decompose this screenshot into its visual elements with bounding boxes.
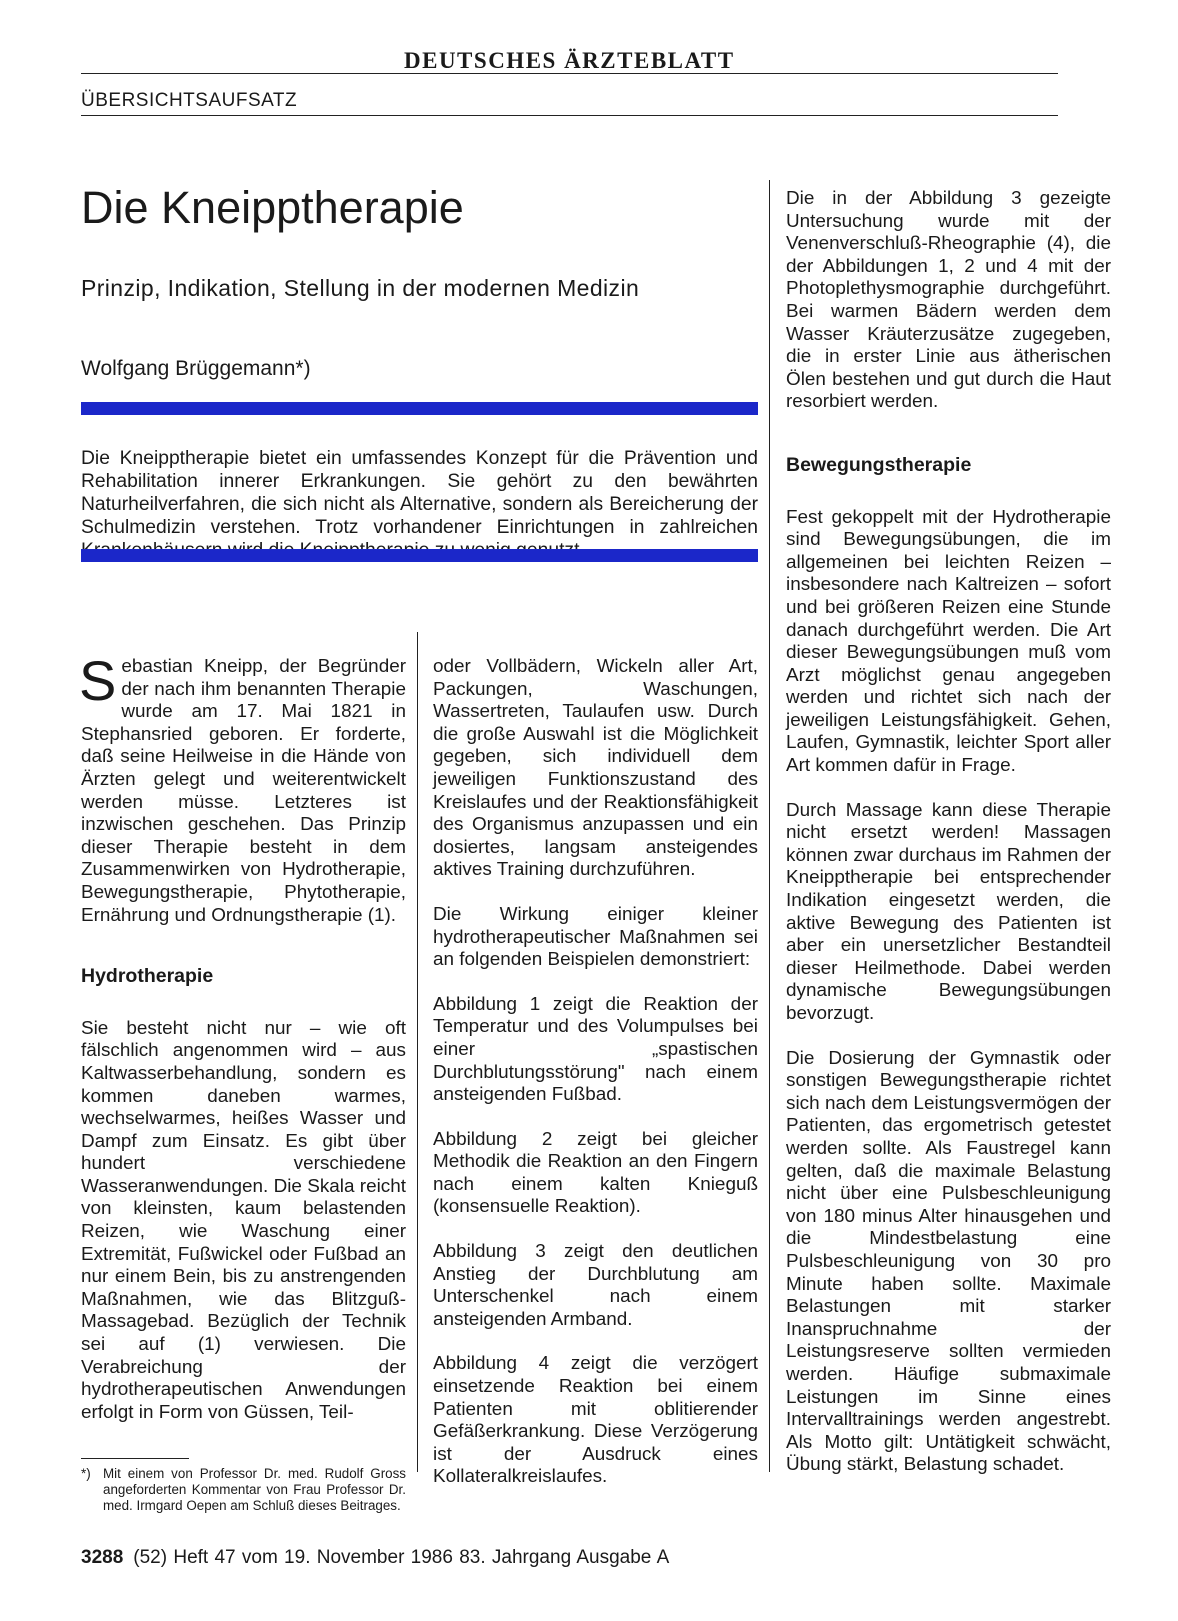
paragraph: Durch Massage kann diese Therapie nicht ersetzt werden! Massagen können zwar durchaus im Rahmen der Kneipptherapie bei entsprechender Indikation eingesetzt werden, die aktive Bewegung des Patienten ist aber ein unersetzlicher Bestandteil dieser Heilmethode. Dabei werden dynamische Bewegungsübungen bevorzugt.: [786, 799, 1111, 1024]
heading-bewegungstherapie: Bewegungstherapie: [786, 453, 972, 476]
paragraph: Die in der Abbildung 3 gezeigte Untersuchung wurde mit der Venenverschluß-Rheographie (4), die der Abbildungen 1, 2 und 4 mit der Photoplethysmographie durchgeführt. Bei warmen Bädern werden dem Wasser Kräuterzusätze zugegeben, die in erster Linie aus ätherischen Ölen bestehen und gut durch die Haut resorbiert werden.: [786, 188, 1111, 413]
paragraph-abbildung-4: Abbildung 4 zeigt die verzögert einsetzende Reaktion bei einem Patienten mit oblitierender Gefäßerkrankung. Diese Verzögerung ist der Ausdruck eines Kollateralkreislaufes.: [433, 1353, 758, 1488]
article-author: Wolfgang Brüggemann*): [81, 357, 311, 380]
footnote: [81, 1466, 406, 1514]
paragraph-abbildung-3: Abbildung 3 zeigt den deutlichen Anstieg der Durchblutung am Unterschenkel nach einem ansteigenden Armband.: [433, 1241, 758, 1330]
footnote-mark: *): [81, 1466, 91, 1481]
footnote-text: Mit einem von Professor Dr. med. Rudolf Gross angeforderten Kommentar von Frau Professor Dr. med. Irmgard Oepen am Schluß dieses Beitrages.: [103, 1466, 406, 1513]
accent-bar-bottom: [81, 549, 758, 562]
section-label: ÜBERSICHTSAUFSATZ: [81, 90, 298, 111]
page-number: 3288: [81, 1547, 124, 1568]
article-abstract: Die Kneipptherapie bietet ein umfassendes Konzept für die Prävention und Rehabilitation innerer Erkrankungen. Sie gehört zu den bewährten Naturheilverfahren, die sich nicht als Alternative, sondern als Bereicherung der Schulmedizin verstehen. Trotz vorhandener Einrichtungen in zahlreichen: [81, 448, 758, 538]
paragraph: Fest gekoppelt mit der Hydrotherapie sind Bewegungsübungen, die im allgemeinen bei leichten Reizen – insbesondere nach Kaltreizen – sofort und bei größeren Reizen eine Stunde danach durchgeführt werden. Die Art dieser Bewegungsübungen muß vom Arzt möglichst genau angegeben werden und richtet sich nach der jeweiligen Leistungsfähigkeit. Gehen, Laufen, Gymnastik, leichter Sport aller Art kommen dafür in Frage.: [786, 506, 1111, 777]
paragraph: Die Dosierung der Gymnastik oder sonstigen Bewegungstherapie richtet sich nach dem Leistungsvermögen der Patienten, das ergometrisch getestet werden sollte. Als Faustregel kann gelten, daß die maximale Belastung nicht über eine Pulsbeschleunigung von 180 minus Alter hinausgehen und die Mindestbelastung eine Pulsbeschleunigung von 30 pro Minute haben sollte. Maximale Belastungen mit starker Inanspruchnahme der Leistungsreserve sollten vermieden werden. Häufige submaximale Leistungen im Sinne eines Intervalltrainings werden angestrebt. Als Motto gilt: Untätigkeit schwächt, Übung stärkt, Belastung schadet.: [786, 1047, 1111, 1476]
column-divider-right: [769, 180, 770, 1472]
paragraph-abbildung-2: Abbildung 2 zeigt bei gleicher Methodik die Reaktion an den Fingern nach einem kalten Knieguß (konsensuelle Reaktion).: [433, 1128, 758, 1218]
drop-cap: S: [79, 649, 117, 712]
accent-bar-top: [81, 402, 758, 415]
issue-info: (52) Heft 47 vom 19. November 1986 83. Jahrgang Ausgabe A: [133, 1547, 670, 1568]
page-footer: [81, 1547, 669, 1569]
paragraph: oder Vollbädern, Wickeln aller Art, Packungen, Waschungen, Wassertreten, Taulaufen usw. Durch die große Auswahl ist die Möglichkeit gegeben, sich individuell dem jeweiligen Funktionszustand des Kreislaufes und der Reaktionsfähigkeit des Organismus anzupassen und ein dosiertes, langsam ansteigendes aktives Training durchzuführen.: [433, 656, 758, 881]
heading-hydrotherapie: Hydrotherapie: [81, 965, 214, 988]
paragraph-hydrotherapie: Sie besteht nicht nur – wie oft fälschlich angenommen wird – aus Kaltwasserbehandlung, sondern es kommen daneben warmes, wechselwarmes, heißes Wasser und Dampf zum Einsatz. Es gibt über hundert verschiedene Wasseranwendungen. Die Skala reicht von kleinsten, kaum belastenden Reizen, wie Waschung einer Extremität, Fußwickel oder Fußbad an nur einem Bein, bis zu anstrengenden Maßnahmen, wie das Blitzguß-Massagebad. Bezüglich der Technik sei auf (1) verwiesen. Die Verabreichung der hydrotherapeutischen Anwendungen erfolgt in Form von Güssen, Teil-: [81, 1017, 406, 1423]
column-3: [786, 188, 1111, 1499]
paragraph: Die Wirkung einiger kleiner hydrotherapeutischer Maßnahmen sei an folgenden Beispielen demonstriert:: [433, 903, 758, 971]
intro-text: ebastian Kneipp, der Begründer der nach ihm benannten Therapie wurde am 17. Mai 1821 in Stephansried geboren. Er forderte, daß seine Heilweise in die Hände von Ärzten gelegt und weiterentwickelt werden müsse. Letzteres ist inzwischen geschehen. Das Prinzip dieser Therapie besteht in dem Zusammenwirken von Hydrotherapie, Bewegungstherapie, Phytotherapie, Ernährung und Ordnungstherapie (1).: [81, 656, 406, 926]
masthead: DEUTSCHES ÄRZTEBLATT: [404, 48, 735, 73]
intro-paragraph: [79, 649, 406, 927]
column-divider-middle: [417, 632, 418, 1472]
section-rule: [81, 115, 1058, 116]
column-1: [79, 649, 406, 1446]
article-subtitle: Prinzip, Indikation, Stellung in der modernen Medizin: [81, 275, 640, 301]
article-title: Die Kneipptherapie: [81, 182, 464, 233]
masthead-rule: [81, 73, 1058, 74]
paragraph-abbildung-1: Abbildung 1 zeigt die Reaktion der Temperatur und des Volumpulses bei einer „spastischen Durchblutungsstörung" nach einem ansteigenden Fußbad.: [433, 993, 758, 1106]
column-2: [433, 656, 758, 1511]
footnote-rule: [81, 1458, 189, 1459]
